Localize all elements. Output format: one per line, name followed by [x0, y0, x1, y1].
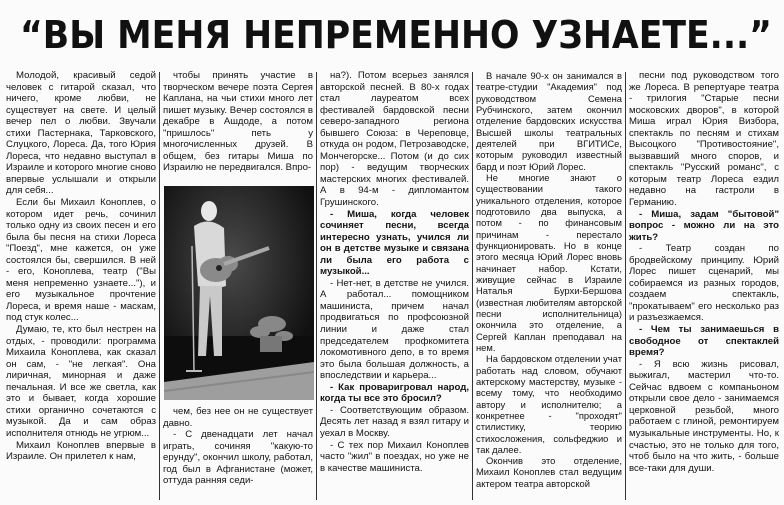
- paragraph: Окончив это отделение, Михаил Коноплев стал ведущим актером театра авторской: [476, 455, 622, 489]
- guitarist-photo: [164, 186, 314, 400]
- paragraph: Не многие знают о существовании такого уникального отделения, которое подготовило два выпуска, а потом - по финансовым причинам - перестало функционировать. Но в конце этого месяца Юрий Лорес вновь начинает набор. Кстати, живущие сейчас в Израиле Наталья Бурхи-Бершова (известная любителям авторской песни исполнительница) окончила это отделение, а Сергей Каплан преподавал на нем.: [476, 171, 622, 353]
- paragraph: - Соответствующим образом. Десять лет назад я взял гитару и уехал в Москву.: [320, 404, 469, 439]
- interview-question: - Миша, задам "бытовой" вопрос - можно ли на это жить?: [629, 208, 779, 243]
- paragraph: Молодой, красивый седой человек с гитарой сказал, что ничего, кроме любви, не существует на свете. И целый вечер пел о любви. Звучали стихи Пастернака, Тарковского, Слуцкого, Лореса. Да, того Юрия Лореса, что недавно выступал в Израиле и которого многие сново впервые услышали и открыли для себя...: [6, 70, 156, 197]
- column-1: [6, 70, 156, 502]
- interview-question: - Как проваригровал народ, когда ты все это бросил?: [320, 381, 469, 405]
- column-divider: [316, 72, 317, 500]
- paragraph: - Нет-нет, в детстве не учился. А работал... помощником машиниста, причем начал продвигаться по профсоюзной линии и даже стал председателем профкомитета локомотивного депо, в то время это была большая должность, а впоследствии и карьера...: [320, 277, 469, 382]
- paragraph: - С двенадцати лет начал играть, сочиняя "какую-то ерунду", окончил школу, работал, год был в Афганистане (может, оттуда ранняя седи-: [163, 429, 313, 487]
- paragraph: - С тех пор Михаил Коноплев часто "жил" в поездах, но уже не в качестве машиниста.: [320, 439, 469, 474]
- paragraph: Если бы Михаил Коноплев, о котором идет речь, сочинил только одну из своих песен и его была бы песня на стихи Лореса "Поезд", мне кажется, он уже состоялся бы, свершился. В ней - его, Коноплева, театр ("Вы меня непременно узнаете..."), и его музыкальное прочтение Лореса, и время наше - маскам, под стук колес...: [6, 197, 156, 324]
- paragraph: - Я всю жизнь рисовал, выжигал, мастерил что-то. Сейчас вдвоем с компаньоном открыли свое дело - занимаемся церковной резьбой, много работаем с глиной, ремонтируем музыкальные инструменты. Но, к счастью, это не только для того, чтоб было на что жить, - больше все-таки для души.: [629, 358, 779, 474]
- paragraph: В начале 90-х он занимался в театре-студии "Академия" под руководством Семена Рубчинского, затем окончил отделение бардовских искусства Высшей школы театральных деятелей при ВГИТИСе, которым руководил известный бард и поэт Юрий Лорес.: [476, 70, 622, 172]
- paragraph: на?). Потом всерьез занялся авторской песней. В 80-х годах стал лауреатом всех фестивалей бардовской песни северо-западного региона бывшего Союза: в Череповце, откуда он родом, Петрозаводске, Мончегорске... Потом (и до сих пор) - ведущим творческих мастерских многих фестивалей. А в 94-м - дипломантом Грушинского.: [320, 70, 469, 209]
- column-divider: [625, 72, 626, 500]
- interview-question: - Миша, когда человек сочиняет песни, всегда интересно узнать, учился ли он в детстве музыке и связана ли была его работа с музыкой...: [320, 208, 469, 278]
- column-divider: [472, 72, 473, 500]
- column-divider: [159, 72, 160, 500]
- column-2-top: [163, 70, 313, 184]
- column-5: [629, 70, 779, 503]
- interview-question: - Чем ты занимаешься в свободное от спектаклей время?: [629, 324, 779, 359]
- column-2-bottom: [163, 406, 313, 503]
- paragraph: Думаю, те, кто был нестрен на отдых, - проводили: программа Михаила Коноплева, как сказал он сам, - "не легкая". Она лиричная, минорная и даже печальная. И все же светла, как это и бывает, когда хорошие стихи органично сочетаются с музыкой. Да и сам образ исполнителя отнюдь не угрюм...: [6, 324, 156, 439]
- paragraph: - Театр создан по бродвейскому принципу. Юрий Лорес пишет сценарий, мы собираемся из разных городов, создаем спектакль, "прокатываем" его несколько раз и разъезжаемся.: [629, 243, 779, 324]
- paragraph: Михаил Коноплев впервые в Израиле. Он прилетел к нам,: [6, 439, 156, 463]
- column-4: [476, 70, 622, 503]
- performer-photo: [164, 186, 314, 400]
- paragraph: чем, без нее он не существует давно.: [163, 406, 313, 429]
- paragraph: песни под руководством того же Лореса. В репертуаре театра - трилогия "Старые песни московских дворов", в которой Миша играл Юрия Визбора, спектакль по песням и стихам Высоцкого "Противостояние", вызвавший много споров, и спектакль "Русский романс", с которым театр Лореса ездил недавно на гастроли в Германию.: [629, 70, 779, 209]
- article-headline: “ВЫ МЕНЯ НЕПРЕМЕННО УЗНАЕТЕ...”: [20, 13, 772, 57]
- paragraph: чтобы принять участие в творческом вечере поэта Сергея Каплана, на чьи стихи много лет пишет музыку. Вечер состоялся в декабре в Ашдоде, а потом "пришлось" петь у многочисленных друзей. В общем, без гитары Миша по Израилю не передвигался. Впро-: [163, 70, 313, 174]
- paragraph: На бардовском отделении учат работать над словом, обучают актерскому мастерству, музыке - всему тому, что необходимо автору и исполнителю; а конкретнее - "проходят" стилистику, теорию стихосложения, сольфеджио и так далее.: [476, 353, 622, 455]
- column-3: [320, 70, 469, 503]
